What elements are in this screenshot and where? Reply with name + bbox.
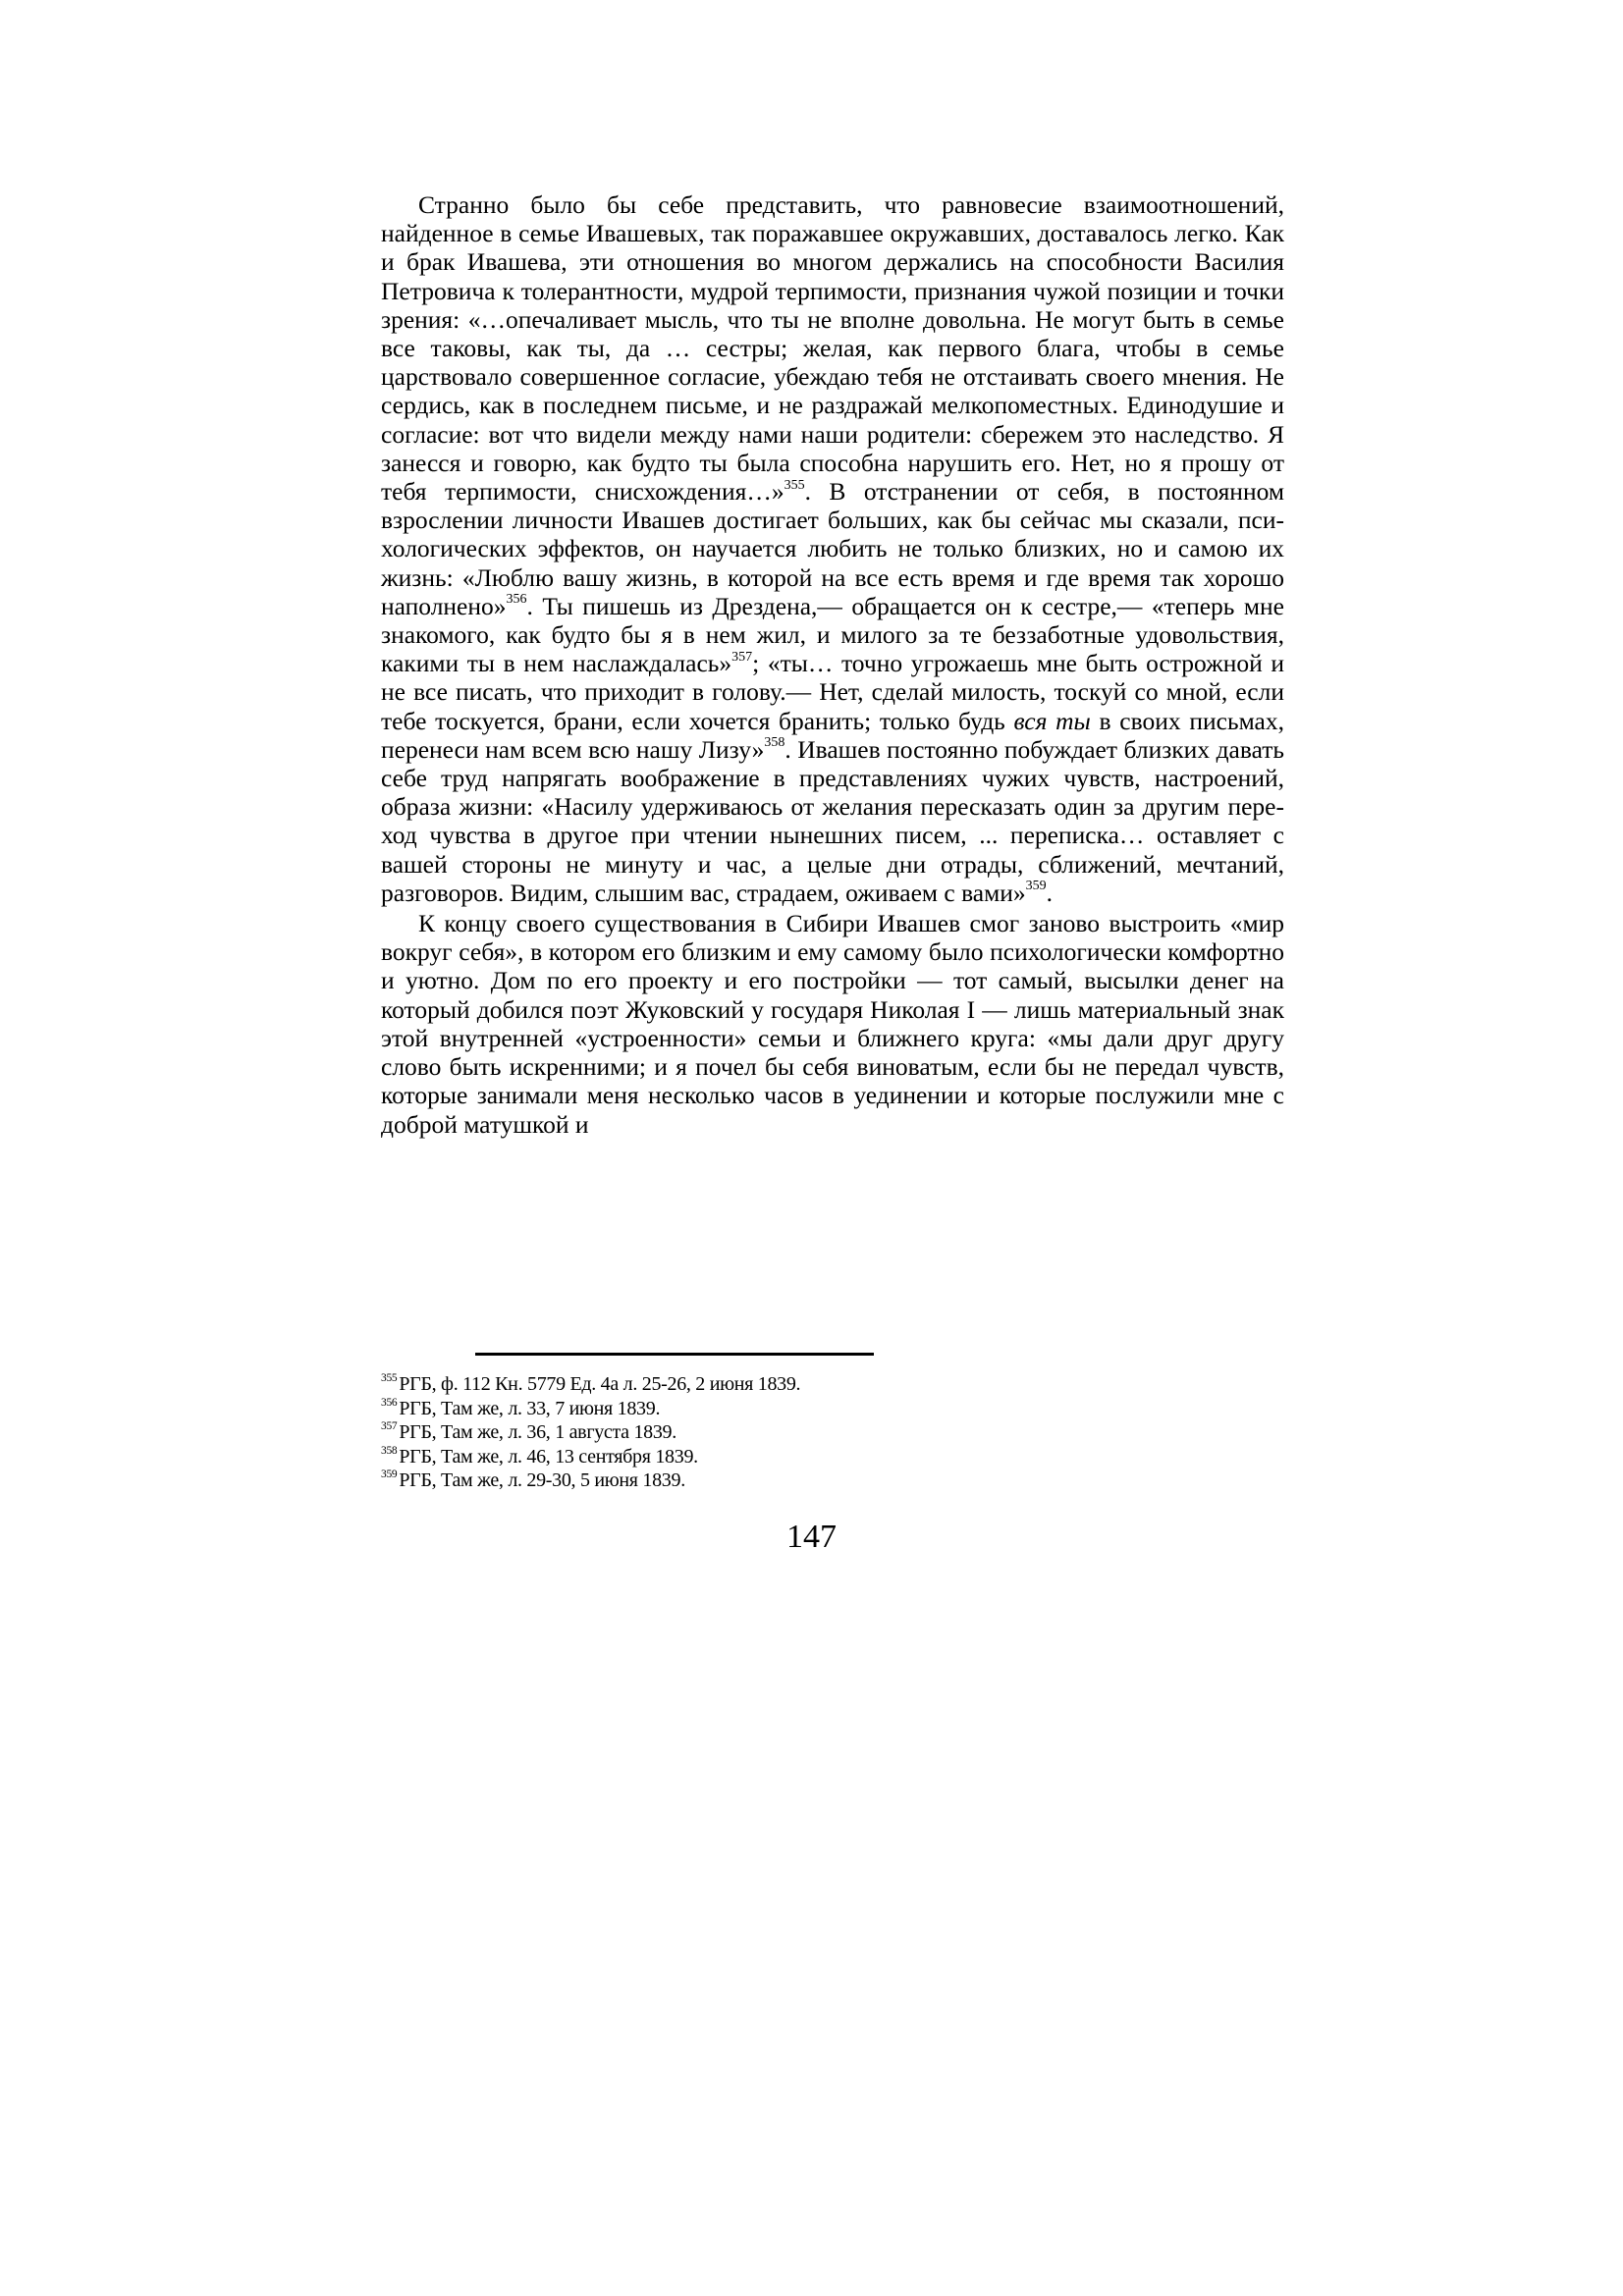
footnote-reference: 358	[764, 735, 785, 751]
paragraph-text: в своих письмах, перенеси нам всем всю нашу Лизу»	[381, 706, 1284, 764]
paragraph-text: . В отстранении от себя, в постоянном взрослении личности Ивашев достигает больших, как бы сейчас мы сказали, психологических эффектов, он научается любить не только близких, но и самою их жизнь: «Люблю вашу жизнь, в которой на все есть время и где время так хорошо наполнено»	[381, 477, 1284, 620]
footnote-separator	[475, 1353, 874, 1356]
footnote-text: РГБ, Там же, л. 33, 7 июня 1839.	[399, 1397, 661, 1419]
footnote	[381, 1420, 1284, 1445]
footnote-reference: 356	[506, 592, 527, 608]
footnote-text: РГБ, Там же, л. 46, 13 сентября 1839.	[399, 1445, 698, 1468]
footnote-reference: 355	[784, 477, 805, 493]
footnote-number: 359	[381, 1468, 398, 1481]
footnote	[381, 1445, 1284, 1469]
paragraph	[381, 190, 1284, 907]
footnote-number: 357	[381, 1420, 398, 1433]
footnote-text: РГБ, Там же, л. 36, 1 августа 1839.	[399, 1421, 676, 1443]
paragraph: К концу своего существования в Сибири Ивашев смог заново выстроить «мир вокруг себя», в котором его близким и ему самому было психологически комфортно и уютно. Дом по его проекту и его постройки — тот самый, высылки денег на который добился поэт Жуковский у государя Николая I — лишь материальный знак этой внутренней «устроенности» семьи и ближнего круга: «мы дали друг другу слово быть искренними; и я почел бы себя виноватым, если бы не передал чувств, которые занимали меня несколько часов в уединении и которые послужили мне с доброй матушкой и	[381, 909, 1284, 1139]
footnote	[381, 1397, 1284, 1421]
footnote-text: РГБ, ф. 112 Кн. 5779 Ед. 4а л. 25-26, 2 июня 1839.	[399, 1373, 801, 1395]
main-text	[381, 190, 1284, 1139]
footnote-text: РГБ, Там же, л. 29-30, 5 июня 1839.	[399, 1469, 685, 1491]
footnote-number: 358	[381, 1444, 398, 1457]
footnote	[381, 1372, 1284, 1397]
footnote	[381, 1468, 1284, 1493]
paragraph-text: .	[1046, 878, 1054, 907]
footnotes	[381, 1372, 1284, 1493]
footnote-reference: 357	[731, 649, 753, 665]
paragraph-text: . Ивашев постоянно побуждает близких давать себе труд напрягать воображение в представлениях чужих чувств, настроений, образа жизни: «Насилу удерживаюсь от желания пересказать один за другим переход чувства в другое при чтении нынешних писем, ... переписка… оставляет с вашей стороны не минуту и час, а целые дни отрады, сближений, мечтаний, разговоров. Видим, слышим вас, страдаем, оживаем с вами»	[381, 734, 1284, 907]
footnote-reference: 359	[1025, 879, 1047, 894]
footnote-number: 356	[381, 1396, 398, 1409]
footnote-number: 355	[381, 1372, 398, 1385]
paragraph-text: . Ты пишешь из Дрездена,— обращается он к сестре,— «теперь мне знакомого, как будто бы я в нем жил, и милого за те беззаботные удовольствия, какими ты в нем наслаждалась»	[381, 591, 1284, 678]
emphasized-text: вся ты	[1013, 706, 1091, 735]
page-number: 147	[786, 1519, 837, 1555]
paragraph-text: Странно было бы себе представить, что равновесие взаимоотношений, найденное в семье Ивашевых, так поражавшее окружавших, доставалось легко. Как и брак Ивашева, эти отношения во многом держались на способности Василия Петровича к толерантности, мудрой терпимости, признания чужой позиции и точки зрения: «…опечаливает мысль, что ты не вполне довольна. Не могут быть в семье все таковы, как ты, да … сестры; желая, как первого блага, чтобы в семье царствовало совершенное согласие, убеждаю тебя не отстаивать своего мнения. Не сердись, как в последнем письме, и не раздражай мелкопоместных. Единодушие и согласие: вот что видели между нами наши родители: сбережем это наследство. Я занесся и говорю, как будто ты была способна нарушить его. Нет, но я прошу от тебя терпимости, снисхождения…»	[381, 190, 1284, 507]
paragraph-text: ; «ты… точно угрожаешь мне быть острожной и не все писать, что приходит в голову.— Нет, сделай милость, тоскуй со мной, если тебе тоскуется, брани, если хочется бранить; только будь	[381, 649, 1285, 735]
